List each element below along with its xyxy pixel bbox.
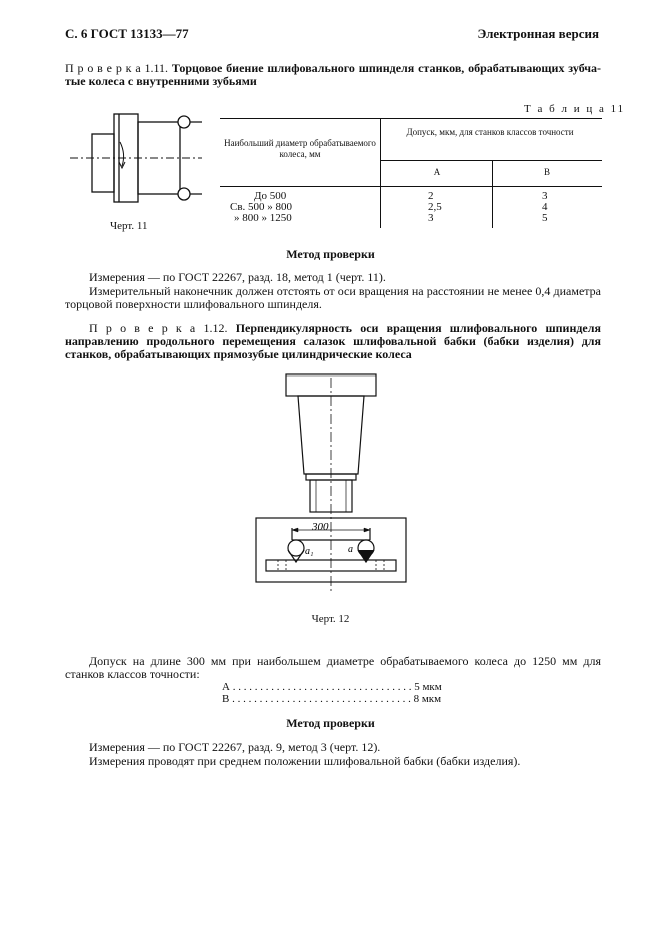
fig12-drawing (250, 370, 410, 600)
row-tol-b: 5 (542, 212, 548, 224)
fig11-caption: Черт. 11 (110, 220, 148, 232)
check-1-11 (65, 62, 601, 88)
method-1-line1: Измерения — по ГОСТ 22267, разд. 18, метод 1 (черт. 11). (89, 270, 386, 284)
tolerance-class-b: В . . . . . . . . . . . . . . . . . . . . . . . . . . . . . . . . . 8 мкм (222, 693, 442, 705)
row-diameter: Св. 500 » 800 (230, 201, 293, 213)
row-diameter: » 800 » 1250 (234, 212, 292, 224)
indicator-bottom (178, 188, 190, 200)
table-11-class-a: А (433, 167, 441, 177)
table-11-group-header: Допуск, мкм, для станков классов точности (406, 127, 574, 137)
tolerance-intro: Допуск на длине 300 мм при наибольшем диаметре обрабатываемого колеса до 1250 мм для станков классов точности: (65, 654, 601, 681)
row-tol-a: 2 (428, 190, 434, 202)
row-tol-b: 3 (542, 190, 548, 202)
header-standard: С. 6 ГОСТ 13133—77 (65, 26, 189, 41)
table-11-col1-header: Наибольший диаметр обрабатываемого колеса, мм (224, 138, 376, 159)
method-1-line2: Измерительный наконечник должен отстоять от оси вращения на расстоянии не менее 0,4 диаметра торцовой поверхности шлифовального шпинделя. (65, 284, 601, 311)
check-1-12 (65, 322, 601, 361)
check-1-11-lead: П р о в е р к а 1.11. (65, 61, 169, 75)
tolerance-class-a: А . . . . . . . . . . . . . . . . . . . . . . . . . . . . . . . . . 5 мкм (222, 681, 442, 693)
fig12-label-a: a (348, 544, 353, 555)
table-row (220, 213, 602, 224)
method-2-line2: Измерения проводят при среднем положении шлифовальной бабки (бабки изделия). (89, 754, 521, 768)
row-tol-a: 3 (428, 212, 434, 224)
method-2-heading: Метод проверки (286, 716, 375, 730)
row-tol-a: 2,5 (428, 201, 442, 213)
spindle-hub (92, 134, 114, 192)
fig12-caption: Черт. 12 (311, 613, 350, 625)
table-11-caption: Т а б л и ц а 11 (524, 103, 626, 115)
method-1-heading: Метод проверки (286, 247, 375, 261)
check-1-12-title: Перпендикулярность оси вращения шлифовального шпинделя направлению продольного перемещения салазок шлифовальной бабки (бабки изделия) для станков, обрабатывающих прямозубые цилиндрические колеса (65, 321, 601, 361)
rotation-arrow (120, 142, 124, 166)
row-diameter: До 500 (254, 190, 287, 202)
method-2-line1: Измерения — по ГОСТ 22267, разд. 9, метод 3 (черт. 12). (89, 740, 381, 754)
table-11-class-b: В (543, 167, 550, 177)
fig11-drawing (62, 110, 210, 210)
row-tol-b: 4 (542, 201, 548, 213)
table-11-body (220, 191, 602, 224)
indicator-top (178, 116, 190, 128)
fig12-dim: 300 (312, 521, 329, 533)
fig12-label-a1: a₁ (305, 546, 314, 557)
check-1-12-lead: П р о в е р к а 1.12. (89, 321, 228, 335)
check-1-11-title: Торцовое биение шлифовального шпинделя станков, обрабатывающих зубча-тые колеса с внутренними зубьями (65, 61, 602, 88)
header-version: Электронная версия (477, 26, 599, 41)
